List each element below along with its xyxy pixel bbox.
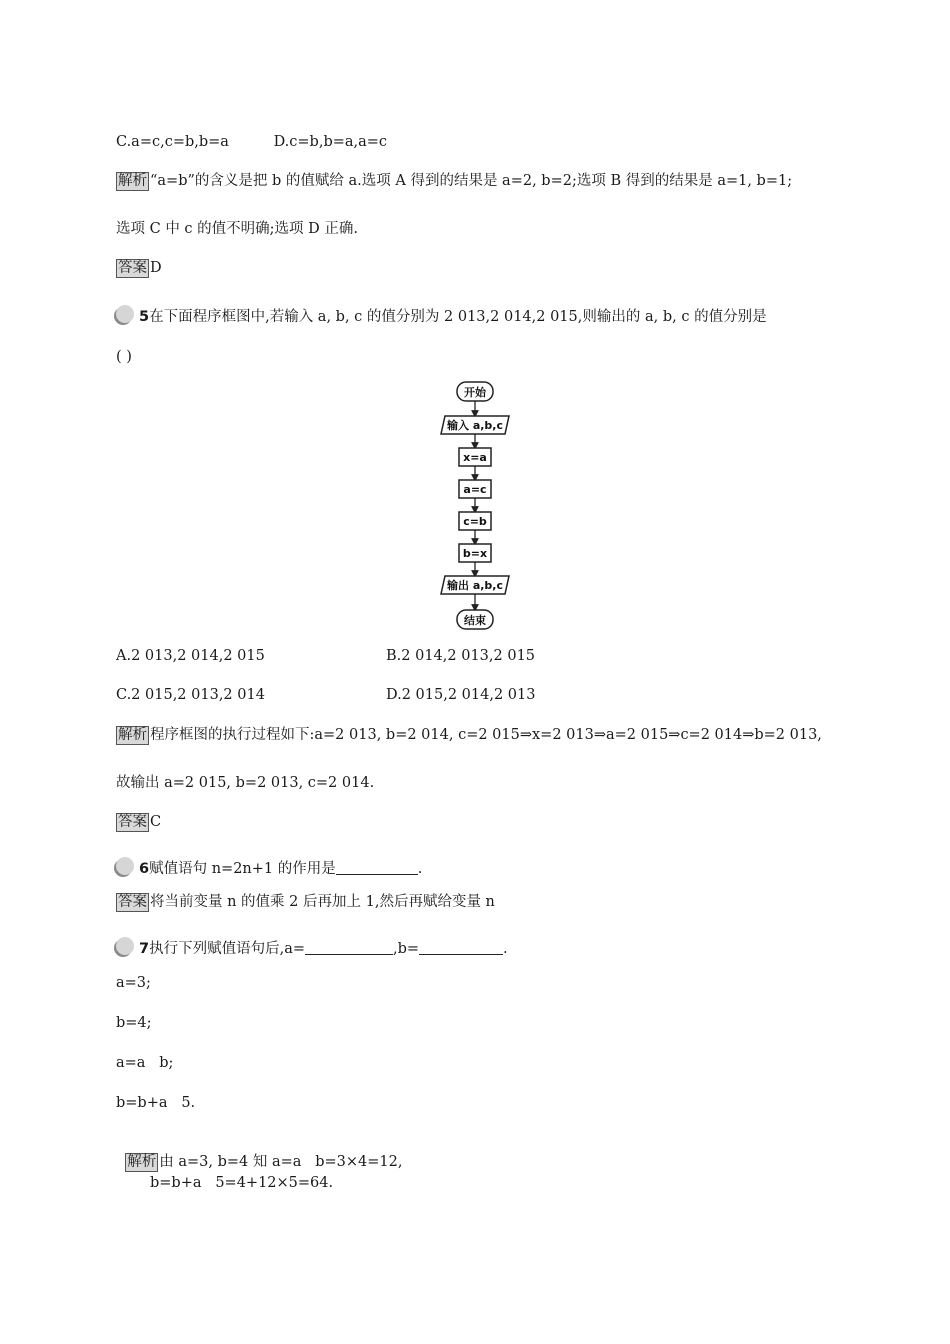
code-line: b=4; <box>116 1015 152 1031</box>
q6-answer <box>116 892 495 912</box>
question-number: 5 <box>139 309 150 325</box>
answer-tag: 答案 <box>118 260 147 276</box>
option-c-text: C.2 015,2 013,2 014 <box>116 687 265 703</box>
question-bullet-icon <box>114 936 136 958</box>
question-6-stem <box>114 856 422 879</box>
option-d-text: D.2 015,2 014,2 013 <box>386 687 536 703</box>
blank-b-label: b= <box>397 941 420 957</box>
q5-options-row-1 <box>116 646 536 666</box>
q7-analysis <box>116 1132 402 1172</box>
option-c-prev <box>116 132 387 152</box>
answer-text: 将当前变量 n 的值乘 2 后再加上 1,然后再赋给变量 n <box>150 894 495 910</box>
flow-step-1-label: x=a <box>463 451 487 464</box>
question-end: . <box>417 861 423 877</box>
flow-start-label: 开始 <box>464 386 486 399</box>
flow-step-2-label: a=c <box>463 483 487 496</box>
analysis-tag: 解析 <box>118 727 147 743</box>
question-text: 赋值语句 n=2n+1 的作用是 <box>149 861 336 877</box>
analysis-text: “a=b”的含义是把 b 的值赋给 a.选项 A 得到的结果是 a=2, b=2;选项 B 得到的结果是 a=1, b=1; <box>150 173 793 189</box>
analysis-text: 由 a=3, b=4 知 a=a b=3×4=12, <box>159 1154 403 1170</box>
answer-tag: 答案 <box>118 894 147 910</box>
analysis-tag: 解析 <box>127 1154 157 1170</box>
q5-analysis-cont <box>116 773 374 793</box>
analysis-text: 故输出 a=2 015, b=2 013, c=2 014. <box>116 775 375 791</box>
flow-step-3-label: c=b <box>463 515 487 528</box>
question-number: 6 <box>139 861 150 877</box>
q5-answer <box>116 812 161 832</box>
question-text: 在下面程序框图中,若输入 a, b, c 的值分别为 2 013,2 014,2 015,则输出的 a, b, c 的值分别是 <box>149 309 767 325</box>
option-c-text: C.a=c,c=b,b=a <box>116 134 229 150</box>
answer-blank-b <box>419 940 503 955</box>
question-bullet-icon <box>114 856 136 878</box>
question-bullet-icon <box>114 304 136 326</box>
q5-options-row-2 <box>116 685 536 705</box>
question-text: 执行下列赋值语句后, <box>149 941 285 957</box>
separator: , <box>393 941 398 957</box>
question-number: 7 <box>139 941 150 957</box>
flow-output-label: 输出 a,b,c <box>446 579 504 592</box>
answer-blank-a <box>305 940 393 955</box>
flow-input-label: 输入 a,b,c <box>446 419 504 432</box>
option-a-text: A.2 013,2 014,2 015 <box>116 648 265 664</box>
question-5-bracket <box>116 347 132 367</box>
flowchart <box>435 378 515 634</box>
answer-prev <box>116 258 162 278</box>
analysis-prev-cont <box>116 219 358 239</box>
analysis-text: b=b+a 5=4+12×5=64. <box>150 1175 334 1191</box>
answer-tag: 答案 <box>118 814 147 830</box>
answer-text: C <box>150 814 162 830</box>
option-d-text: D.c=b,b=a,a=c <box>273 134 388 150</box>
analysis-text: 选项 C 中 c 的值不明确;选项 D 正确. <box>116 221 358 237</box>
q5-analysis <box>116 725 822 745</box>
blank-a-label: a= <box>284 941 305 957</box>
code-line: a=a b; <box>116 1055 174 1071</box>
flow-end-label: 结束 <box>464 614 486 627</box>
option-b-text: B.2 014,2 013,2 015 <box>386 648 536 664</box>
question-5-stem <box>114 304 767 327</box>
answer-bracket: ( ) <box>116 349 132 365</box>
answer-text: D <box>150 260 162 276</box>
code-line: b=b+a 5. <box>116 1095 196 1111</box>
analysis-tag: 解析 <box>118 173 147 189</box>
question-end: . <box>503 941 508 957</box>
code-line: a=3; <box>116 975 151 991</box>
analysis-text: 程序框图的执行过程如下:a=2 013, b=2 014, c=2 015⇒x=2 013⇒a=2 015⇒c=2 014⇒b=2 013, <box>150 727 822 743</box>
answer-blank <box>336 860 418 875</box>
flow-step-4-label: b=x <box>462 547 488 560</box>
analysis-prev <box>116 171 792 191</box>
question-7-stem <box>114 936 508 959</box>
